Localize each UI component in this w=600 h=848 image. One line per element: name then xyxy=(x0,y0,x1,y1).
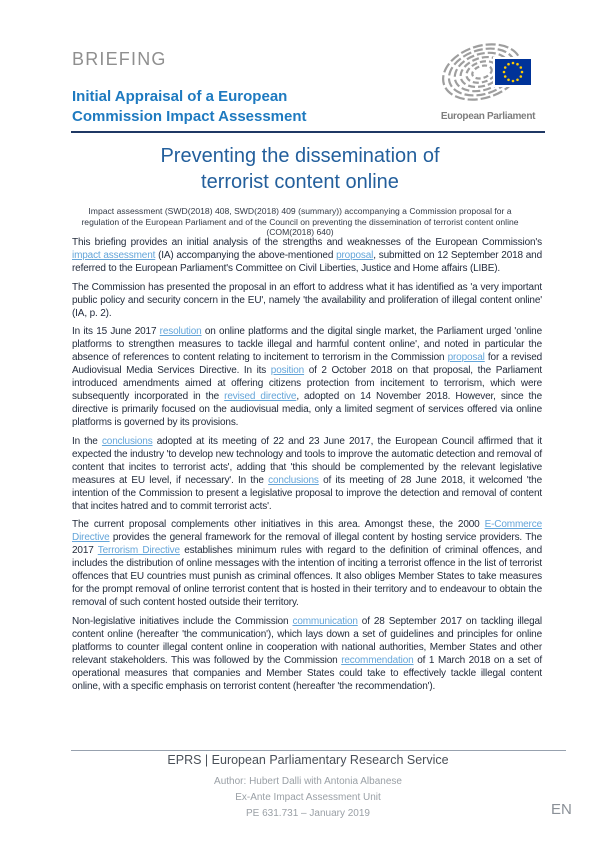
position-link[interactable]: position xyxy=(270,365,305,376)
page-title-line1: Preventing the dissemination of xyxy=(160,145,440,167)
body-paragraph: In the conclusions adopted at its meeting of 22 and 23 June 2017, the European Council affirmed that it expected the industry 'to develop new technology and tools to improve the automatic detection and removal of content that incites to terrorist acts', adding that 'this should be complemented by the relevant legislative measures at EU level, if necessary'. In the conclusions of its meeting of 28 June 2018, it welcomed 'the intention of the Commission to present a legislative proposal to improve the detection and removal of content that incites hatred and to commit terrorist acts'. xyxy=(72,435,542,512)
parliament-hemicycle-icon xyxy=(440,42,536,104)
footer-author: Author: Hubert Dalli with Antonia Albanese xyxy=(214,776,402,787)
logo-caption: European Parliament xyxy=(440,111,536,122)
briefing-kicker: BRIEFING xyxy=(72,49,167,69)
header-rule xyxy=(71,131,545,133)
revised-directive-link[interactable]: revised directive xyxy=(224,391,297,402)
body-text xyxy=(72,236,542,698)
document-type-heading xyxy=(72,87,307,127)
communication-link[interactable]: communication xyxy=(292,615,358,627)
footer-reference: PE 631.731 – January 2019 xyxy=(246,807,370,819)
conclusions-2018-link[interactable]: conclusions xyxy=(268,474,319,486)
document-type-line2: Commission Impact Assessment xyxy=(72,108,307,125)
lead-caption: Impact assessment (SWD(2018) 408, SWD(2018) 409 (summary)) accompanying a Commission proposal for a regulation of the European Parliament and of the Council on preventing the dissemination of terrorist content online (COM(2018) 640) xyxy=(81,206,519,238)
european-parliament-logo xyxy=(440,42,536,122)
page-title-line2: terrorist content online xyxy=(201,171,399,193)
body-paragraph: This briefing provides an initial analysis of the strengths and weaknesses of the European Commission's impact assessment (IA) accompanying the above-mentioned proposal, submitted on 12 September 2018 and referred to the European Parliament's Committee on Civil Liberties, Justice and Home affairs (LIBE). xyxy=(72,237,542,274)
page-title xyxy=(64,143,536,195)
ecommerce-directive-link[interactable]: E-Commerce Directive xyxy=(72,519,542,543)
conclusions-2017-link[interactable]: conclusions xyxy=(101,435,153,447)
footer-credits xyxy=(71,774,545,821)
proposal-link[interactable]: proposal xyxy=(336,250,374,261)
eu-flag-icon xyxy=(494,58,532,86)
body-paragraph: The current proposal complements other initiatives in this area. Amongst these, the 2000 E-Commerce Directive provides the general framework for the removal of illegal content by hosting service providers. The 2017 Terrorism Directive establishes minimum rules with regard to the definition of criminal offences, and includes the distribution of online messages with the intention of inciting a terrorist offence in the list of terrorist offences that EU countries must punish as criminal offences. It also obliges Member States to take measures for the prompt removal of online terrorist content that is hosted in their territory and to endeavour to obtain the removal of such content hosted outside their territory. xyxy=(72,519,542,608)
avmsd-proposal-link[interactable]: proposal xyxy=(447,352,485,363)
footer-unit: Ex-Ante Impact Assessment Unit xyxy=(235,791,381,803)
terrorism-directive-link[interactable]: Terrorism Directive xyxy=(97,545,180,556)
body-paragraph: In its 15 June 2017 resolution on online platforms and the digital single market, the Parliament urged 'online platforms to strengthen measures to tackle illegal and harmful content online', and noted in particular the absence of references to content relating to incitement to terrorism in the Commission proposal for a revised Audiovisual Media Services Directive. In its position of 2 October 2018 on that proposal, the Parliament introduced amendments aimed at offering citizens protection from incitement to terrorism, which were subsequently incorporated in the revised directive, adopted on 14 November 2018. However, since the directive is primarily focused on the audiovisual media, only a limited segment of services offered via online platforms is governed by its provisions. xyxy=(72,326,543,428)
document-type-line1: Initial Appraisal of a European xyxy=(72,88,288,105)
recommendation-link[interactable]: recommendation xyxy=(341,654,414,666)
body-paragraph: The Commission has presented the proposal in an effort to address what it has identified as 'a very important public policy and security concern in the EU', namely 'the availability and proliferation of illegal content online' (IA, p. 2). xyxy=(72,281,542,319)
resolution-link[interactable]: resolution xyxy=(159,326,202,337)
impact-assessment-link[interactable]: impact assessment xyxy=(72,250,156,261)
body-paragraph: Non-legislative initiatives include the Commission communication of 28 September 2017 on tackling illegal content online (hereafter 'the communication'), which lays down a set of guidelines and principles for online platforms to counter illegal content online in cooperation with national authorities, Member States and other relevant stakeholders. This was followed by the Commission recommendation of 1 March 2018 on a set of operational measures that companies and Member States could take to effectively tackle illegal content online, with a specific emphasis on terrorist content (hereafter 'the recommendation'). xyxy=(72,615,543,692)
language-badge: EN xyxy=(551,801,572,818)
footer-service-name: EPRS | European Parliamentary Research Service xyxy=(167,753,449,767)
footer-rule xyxy=(71,750,566,751)
